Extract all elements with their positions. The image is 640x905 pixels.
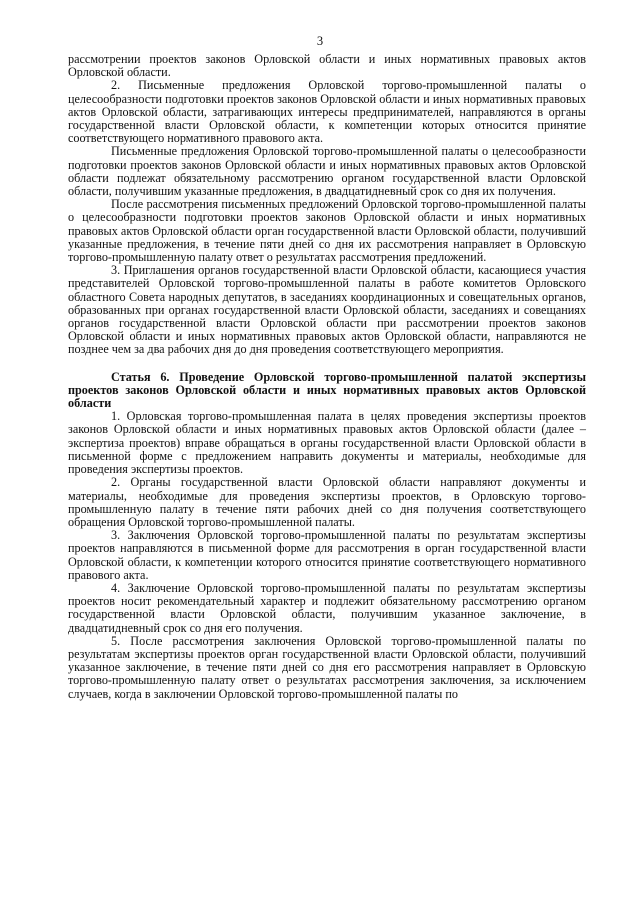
paragraph: 5. После рассмотрения заключения Орловской торгово-промышленной палаты по результатам экспертизы проектов орган государственной власти Орловской области, получивший указанное заключение, в течение пяти дней со дня его рассмотрения направляет в Орловскую торгово-промышленную палату ответ о результатах рассмотрения заключения, за исключением случаев, когда в заключении Орловской торгово-промышленной палаты по (68, 633, 586, 701)
article-heading: Статья 6. Проведение Орловской торгово-промышленной палатой экспертизы проектов законов Орловской области и иных нормативных правовых актов Орловской области (68, 369, 586, 411)
paragraph: 1. Орловская торгово-промышленная палата в целях проведения экспертизы проектов законов Орловской области и иных нормативных правовых актов Орловской области (далее – экспертиза проектов) вправе обращаться в органы государственной власти Орловской области в письменной форме с предложением направить документы и материалы, необходимые для проведения экспертизы проектов. (68, 409, 586, 477)
paragraph: 2. Письменные предложения Орловской торгово-промышленной палаты о целесообразности подготовки проектов законов Орловской области и иных нормативных правовых актов Орловской области, затрагивающих интересы предпринимателей, направляются в органы государственной власти Орловской области, к компетенции которых относится принятие соответствующего нормативного правового акта. (68, 78, 586, 146)
page-number: 3 (316, 34, 324, 48)
paragraph-continuation: рассмотрении проектов законов Орловской области и иных нормативных правовых актов Орловской области. (68, 52, 586, 80)
paragraph: Письменные предложения Орловской торгово-промышленной палаты о целесообразности подготовки проектов законов Орловской области и иных нормативных правовых актов Орловской области подлежат обязательному рассмотрению органом государственной власти Орловской области, получившим указанные предложения, в двадцатидневный срок со дня их получения. (68, 144, 586, 199)
paragraph: 3. Заключения Орловской торгово-промышленной палаты по результатам экспертизы проектов направляются в письменной форме для рассмотрения в орган государственной власти Орловской области, к компетенции которого относится принятие соответствующего нормативного правового акта. (68, 528, 586, 582)
paragraph: 4. Заключение Орловской торгово-промышленной палаты по результатам экспертизы проектов носит рекомендательный характер и подлежит обязательному рассмотрению органом государственной власти Орловской области, получившим указанное заключение, в двадцатидневный срок со дня его получения. (68, 580, 586, 635)
paragraph: После рассмотрения письменных предложений Орловской торгово-промышленной палаты о целесообразности подготовки проектов законов Орловской области и иных нормативных правовых актов Орловской области орган государственной власти Орловской области, получивший указанные предложения, в течение пяти дней со дня их рассмотрения направляет в Орловскую торгово-промышленную палату ответ о результатах рассмотрения предложений. (68, 197, 586, 265)
paragraph: 2. Органы государственной власти Орловской области направляют документы и материалы, необходимые для проведения экспертизы проектов, в Орловскую торгово-промышленную палату в течение пяти рабочих дней со дня получения соответствующего обращения Орловской торгово-промышленной палаты. (68, 475, 586, 529)
document-body (68, 53, 586, 701)
paragraph: 3. Приглашения органов государственной власти Орловской области, касающиеся участия представителей Орловской торгово-промышленной палаты в работе комитетов Орловского областного Совета народных депутатов, в заседаниях координационных и совещательных органов, образованных при органах государственной власти Орловской области, заседаниях и совещаниях органов государственной власти Орловской области при рассмотрении проектов законов Орловской области и иных нормативных правовых актов Орловской области, направляются не позднее чем за два рабочих дня до дня проведения соответствующего мероприятия. (68, 263, 586, 357)
